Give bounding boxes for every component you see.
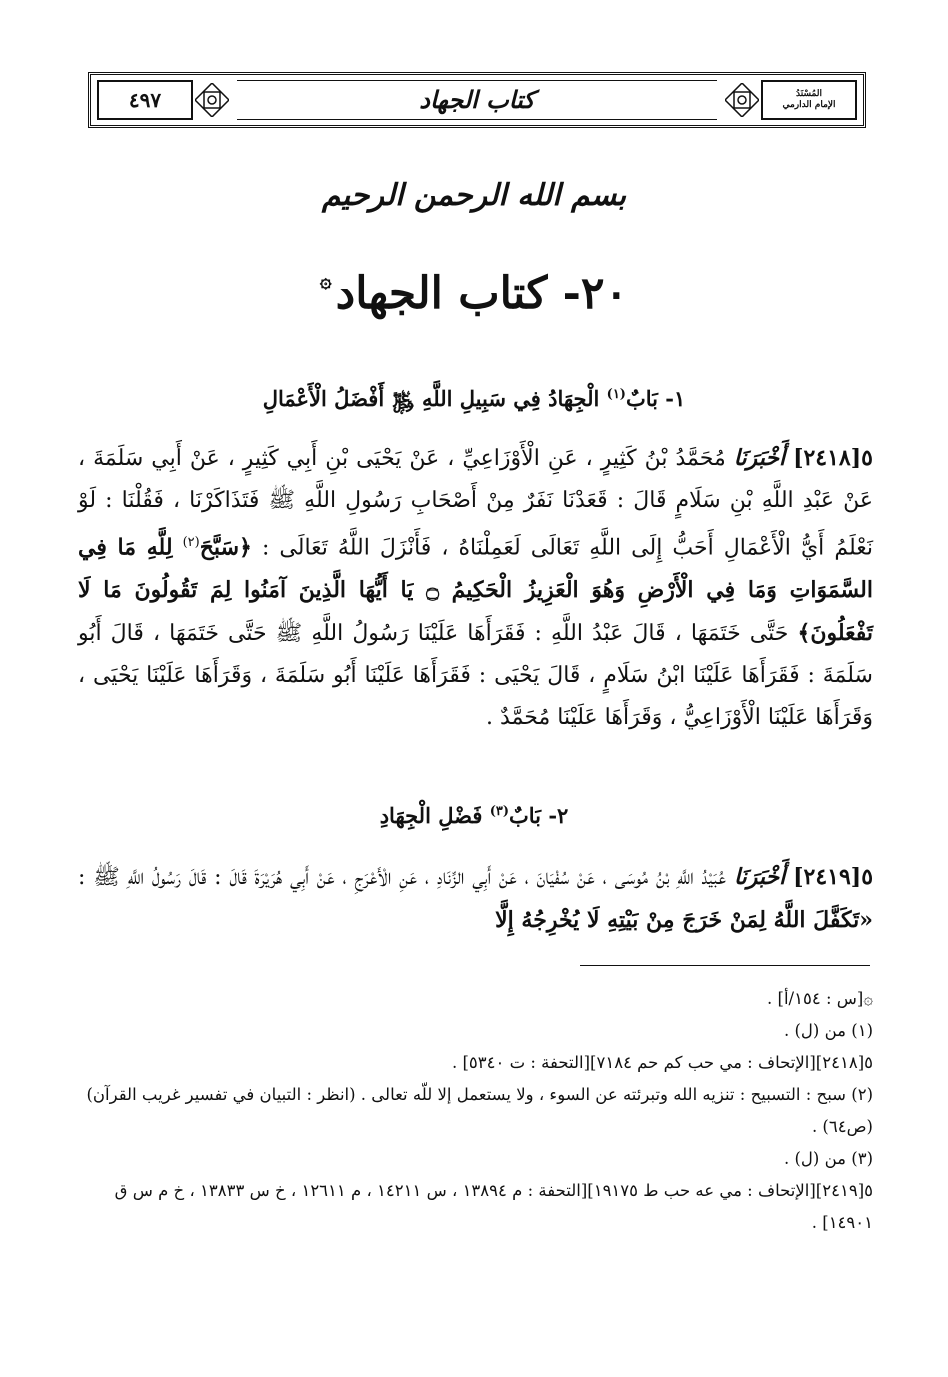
hadith-2418 <box>78 437 873 739</box>
quran-close: ﴾ <box>797 620 811 647</box>
chapter-word: بَابٌ <box>625 386 658 411</box>
chapter-num: ٢- <box>548 803 569 828</box>
hadith-2419 <box>78 856 873 942</box>
basmala: بسم الله الرحمن الرحيم <box>321 178 627 213</box>
akhbarana: أَخْبَرَنَا <box>733 445 786 471</box>
footnote: ٥[٢٤١٨][الإتحاف : مي حب كم حم ٧١٨٤][التحفة : ت ٥٣٤٠] . <box>451 1053 873 1072</box>
hadith-mark: ٥ <box>861 445 873 471</box>
book-title-text: ٢٠- كتاب الجهاد <box>335 268 629 319</box>
footnote-separator <box>580 965 870 966</box>
footnotes <box>78 983 873 1239</box>
header-seal <box>761 80 857 120</box>
running-title: كتاب الجهاد <box>237 80 717 120</box>
chapter-heading-2 <box>0 803 948 828</box>
chapter-num: ١- <box>665 386 686 411</box>
seal-line-1: المُسْنَدُ <box>796 89 822 99</box>
quran-text: لِلَّهِ مَا فِي السَّمَوَاتِ وَمَا فِي الْأَرْضِ وَهُوَ الْعَزِيزُ الْحَكِيمُ ۝ يَا أَيُّهَا الَّذِينَ آمَنُوا لِمَ تَقُولُونَ مَا لَا تَفْعَلُونَ <box>78 534 873 647</box>
book-title-mark: ۞ <box>319 268 332 292</box>
footnote: (٣) من (ل) . <box>784 1149 873 1168</box>
running-header <box>88 72 866 128</box>
hadith-quote: «تَكَفَّلَ اللَّهُ لِمَنْ خَرَجَ مِنْ بَيْتِهِ لَا يُخْرِجُهُ إِلَّا <box>495 907 873 933</box>
quran-open: ﴿ <box>239 534 252 561</box>
footnote-ref: (١) <box>606 387 626 402</box>
ornament-icon <box>723 80 761 120</box>
footnote-ref: (٢) <box>182 535 200 550</box>
chapter-heading-1 <box>0 384 948 420</box>
hadith-text-2: حَتَّى خَتَمَهَا ، قَالَ عَبْدُ اللَّهِ : فَقَرَأَهَا عَلَيْنَا رَسُولُ اللَّهِ ﷺ حَتَّى خَتَمَهَا ، قَالَ أَبُو سَلَمَةَ : فَقَرَأَهَا عَلَيْنَا ابْنُ سَلَامٍ ، قَالَ يَحْيَى : فَقَرَأَهَا عَلَيْنَا أَبُو سَلَمَةَ ، وَقَرَأَهَا عَلَيْنَا يَحْيَى ، وَقَرَأَهَا عَلَيْنَا الْأَوْزَاعِيُّ ، وَقَرَأَهَا عَلَيْنَا مُحَمَّدٌ . <box>78 621 873 731</box>
hadith-number: [٢٤١٩] <box>793 864 862 890</box>
chapter-title: فَضْلِ الْجِهَادِ <box>379 803 483 828</box>
hadith-mark: ٥ <box>861 864 874 890</box>
book-title <box>0 268 948 319</box>
footnote-ref: (٣) <box>489 804 509 819</box>
quran-word: سَبَّحَ <box>199 534 240 561</box>
page-number: ٤٩٧ <box>97 80 193 120</box>
akhbarana: أَخْبَرَنَا <box>733 864 786 890</box>
footnote: (١) من (ل) . <box>784 1021 873 1040</box>
footnote: ۞[س : ١٥٤/أ] . <box>767 989 873 1008</box>
chapter-word: بَابٌ <box>508 803 541 828</box>
seal-line-2: الإمام الدارمي <box>782 100 836 110</box>
hadith-number: [٢٤١٨] <box>793 445 862 471</box>
chapter-title: الْجِهَادُ فِي سَبِيلِ اللَّهِ ﷿ أَفْضَلُ الْأَعْمَالِ <box>262 386 600 411</box>
ornament-icon <box>193 80 231 120</box>
footnote: (٢) سبح : التسبيح : تنزيه الله وتبرئته عن السوء ، ولا يستعمل إلا للّه تعالى . (انظر : التبيان في تفسير غريب القرآن) (ص٦٤) . <box>86 1085 873 1136</box>
footnote: ٥[٢٤١٩][الإتحاف : مي عه حب ط ١٩١٧٥][التحفة : م ١٣٨٩٤ ، س ١٤٢١١ ، م ١٢٦١١ ، خ س ١٣٨٣٣ ، خ م س ق ١٤٩٠١] . <box>114 1181 873 1232</box>
hadith-text: مُحَمَّدُ بْنُ كَثِيرٍ ، عَنِ الْأَوْزَاعِيِّ ، عَنْ يَحْيَى بْنِ أَبِي كَثِيرٍ ، عَنْ أَبِي سَلَمَةَ ، عَنْ عَبْدِ اللَّهِ بْنِ سَلَامٍ قَالَ : قَعَدْنَا نَفَرٌ مِنْ أَصْحَابِ رَسُولِ اللَّهِ ﷺ فَتَذَاكَرْنَا ، فَقُلْنَا : لَوْ نَعْلَمُ أَيُّ الْأَعْمَالِ أَحَبُّ إِلَى اللَّهِ تَعَالَى لَعَمِلْنَاهُ ، فَأَنْزَلَ اللَّهُ تَعَالَى : <box>78 446 873 561</box>
hadith-text: عُبَيْدُ اللَّهِ بْنُ مُوسَى ، عَنْ سُفْيَانَ ، عَنْ أَبِي الزِّنَادِ ، عَنِ الْأَعْرَجِ ، عَنْ أَبِي هُرَيْرَةَ قَالَ : قَالَ رَسُولُ اللَّهِ ﷺ : <box>78 865 727 890</box>
